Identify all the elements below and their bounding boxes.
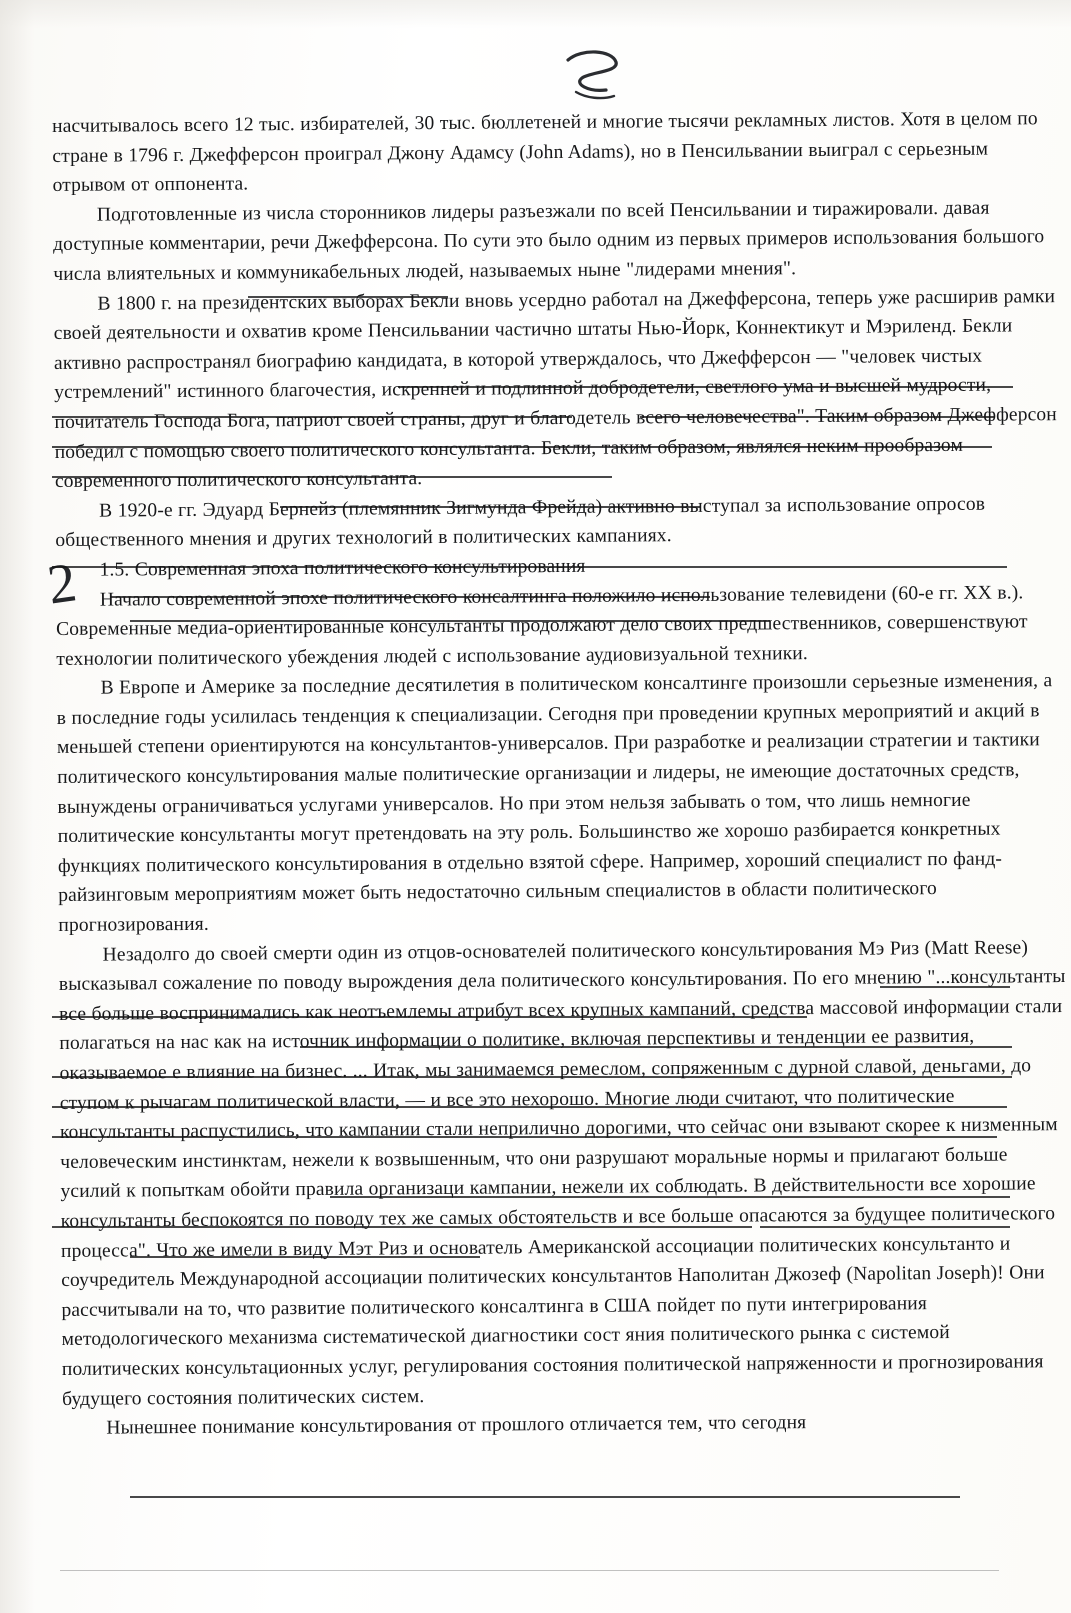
page-footer-rule	[60, 1570, 999, 1571]
section-heading: 1.5. Современная эпоха политического консультирования	[99, 555, 586, 581]
paragraph: В Европе и Америке за последние десятилетия в политическом консалтинге произошли серьезные изменения, а в последние годы усилилась тенденция к специализации. Сегодня при проведении крупных мероприятий и акций в меньшей степени ориентируются на консультантов-универсалов. При разработке и реализации стратегии и тактики политического консультирования малые политические организации и лидеры, не имеющие достаточных средств, вынуждены ограничиваться услугами универсалов. Но при этом нельзя забывать о том, что лишь немногие политические консультанты могут претендовать на эту роль. Большинство же хорошо разбирается конкретных функциях политического консультирования в отдельно взятой сфере. Например, хороший специалист по фанд-райзинговым мероприятиям может быть недостаточно сильным специалистов в области политического прогнозирования.	[56, 670, 1058, 937]
document-body	[52, 104, 1071, 1444]
paragraph: Подготовленные из числа сторонников лидеры разъезжали по всей Пенсильвании и тиражировали. давая доступные комментарии, речи Джефферсона. По сути это было одним из первых примеров использования большого числа влиятельных и коммуникабельных людей, называемых ныне "лидерами мнения".	[52, 197, 1050, 285]
paragraph: В 1920-е гг. Эдуард Бернейз (племянник Зигмунда Фрейда) активно выступал за использование опросов общественного мнения и других технологий в политических кампаниях.	[55, 493, 991, 552]
page-edge-shadow-left	[0, 0, 34, 1613]
paragraph: насчитывалось всего 12 тыс. избирателей, 30 тыс. бюллетеней и многие тысячи рекламных листов. Хотя в целом по стране в 1796 г. Джефферсон проиграл Джону Адамсу (John Adams), но в Пенсильвании выиграл с серьезным отрывом от оппонента.	[52, 108, 1044, 197]
paragraph: Нынешнее понимание консультирования от прошлого отличается тем, что сегодня	[106, 1412, 807, 1439]
handwritten-scribble-icon	[560, 46, 630, 106]
page-edge-shadow-top	[0, 0, 1071, 28]
paragraph: Незадолго до своей смерти один из отцов-основателей политического консультирования Мэ Риз (Matt Reese) высказывал сожаление по поводу вырождения дела политического консультирования. По его мнению "...консультанты все больше воспринимались как неотъемлемы атрибут всех крупных кампаний, средства массовой информации стали полагаться на нас как на источник информации о политике, включая перспективы и тенденции ее развития, оказываемое е влияние на бизнес. ... Итак, мы занимаемся ремеслом, сопряженным с дурной славой, деньгами, до ступом к рычагам политической власти, — и все это нехорошо. Многие люди считают, что политические консультанты распустились, что кампании стали неприлично дорогими, что сейчас они взывают скорее к низменным человеческим инстинктам, нежели к возвышенным, что они разрушают моральные нормы и прилагают больше усилий к попыткам обойти правила организаци кампании, нежели их соблюдать. В действительности все хорошие консультанты беспокоятся по поводу тех же самых обстоятельств и все больше опасаются за будущее политического процесса". Что же имели в виду Мэт Риз и основатель Американской ассоциации политических консультанто и соучредитель Международной ассоциации политических консультантов Наполитан Джозеф (Napolitan Joseph)! Они рассчитывали на то, что развитие политического консалтинга в США пойдет по пути интегрирования методологического механизма систематической диагностики сост яния политического рынка с системой политических консультационных услуг, регулирования состояния политической напряженности и прогнозирования будущего состояния политических систем.	[58, 936, 1071, 1410]
paragraph: В 1800 г. на президентских выборах Бекли вновь усердно работал на Джефферсона, теперь уже расширив рамки своей деятельности и охватив кроме Пенсильвании частично штаты Нью-Йорк, Коннектикут и Мэриленд. Бекли активно распространял биографию кандидата, в которой утверждалось, что Джефферсон — "человек чистых устремлений" истинного благочестия, искренней и подлинной добродетели, светлого ума и высшей мудрости, почитатель Господа Бога, патриот своей страны, друг и благодетель всего человечества". Таким образом Джефферсон победил с помощью своего политического консультанта. Бекли, таким образом, являлся неким прообразом современного политического консультанта.	[53, 285, 1063, 493]
paragraph: Начало современной эпохе политического консалтинга положило использование телевидени (60-е гг. XX в.). Современные медиа-ориентированные консультанты продолжают дело своих предшественников, совершенствуют технологии политического убеждения людей с использование аудиовизуальной техники.	[55, 581, 1034, 670]
margin-handwritten-number: 2	[43, 551, 81, 617]
